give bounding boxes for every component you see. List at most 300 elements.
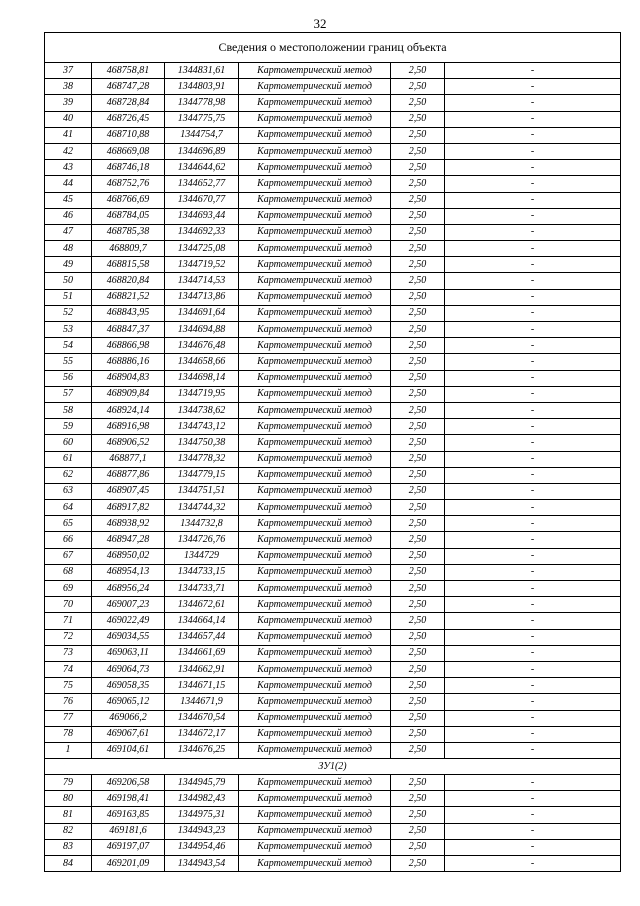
description-cell: -: [445, 516, 621, 532]
accuracy-cell: 2,50: [391, 694, 445, 710]
description-cell: -: [445, 79, 621, 95]
description-cell: -: [445, 63, 621, 79]
table-row: [45, 451, 621, 467]
point-number-cell: 47: [45, 224, 92, 240]
description-cell: -: [445, 435, 621, 451]
point-number-cell: 1: [45, 742, 92, 758]
coordinate-x-cell: 468728,84: [92, 95, 165, 111]
point-number-cell: 71: [45, 613, 92, 629]
table-row: [45, 176, 621, 192]
coordinate-x-cell: 468950,02: [92, 548, 165, 564]
coordinate-y-cell: 1344733,71: [165, 581, 239, 597]
method-cell: Картометрический метод: [239, 548, 391, 564]
method-cell: Картометрический метод: [239, 143, 391, 159]
accuracy-cell: 2,50: [391, 516, 445, 532]
method-cell: Картометрический метод: [239, 160, 391, 176]
accuracy-cell: 2,50: [391, 257, 445, 273]
point-number-cell: 48: [45, 241, 92, 257]
table-row: [45, 419, 621, 435]
coordinate-y-cell: 1344744,32: [165, 500, 239, 516]
accuracy-cell: 2,50: [391, 143, 445, 159]
point-number-cell: 77: [45, 710, 92, 726]
method-cell: Картометрический метод: [239, 257, 391, 273]
coordinate-x-cell: 469163,85: [92, 807, 165, 823]
description-cell: -: [445, 467, 621, 483]
point-number-cell: 56: [45, 370, 92, 386]
point-number-cell: 61: [45, 451, 92, 467]
coordinate-x-cell: 468784,05: [92, 208, 165, 224]
point-number-cell: 51: [45, 289, 92, 305]
table-row: [45, 581, 621, 597]
coordinate-y-cell: 1344729: [165, 548, 239, 564]
table-row: [45, 856, 621, 872]
coordinate-x-cell: 469007,23: [92, 597, 165, 613]
method-cell: Картометрический метод: [239, 224, 391, 240]
description-cell: -: [445, 386, 621, 402]
coordinate-y-cell: 1344733,15: [165, 564, 239, 580]
method-cell: Картометрический метод: [239, 467, 391, 483]
coordinate-y-cell: 1344670,54: [165, 710, 239, 726]
coordinate-x-cell: 469206,58: [92, 775, 165, 791]
description-cell: -: [445, 548, 621, 564]
method-cell: Картометрический метод: [239, 386, 391, 402]
point-number-cell: 50: [45, 273, 92, 289]
method-cell: Картометрический метод: [239, 208, 391, 224]
coordinate-y-cell: 1344778,32: [165, 451, 239, 467]
table-row: [45, 402, 621, 418]
table-row: [45, 127, 621, 143]
method-cell: Картометрический метод: [239, 856, 391, 872]
accuracy-cell: 2,50: [391, 807, 445, 823]
method-cell: Картометрический метод: [239, 419, 391, 435]
description-cell: -: [445, 354, 621, 370]
description-cell: -: [445, 111, 621, 127]
coordinate-y-cell: 1344754,7: [165, 127, 239, 143]
point-number-cell: 49: [45, 257, 92, 273]
method-cell: Картометрический метод: [239, 500, 391, 516]
method-cell: Картометрический метод: [239, 726, 391, 742]
method-cell: Картометрический метод: [239, 532, 391, 548]
accuracy-cell: 2,50: [391, 823, 445, 839]
point-number-cell: 68: [45, 564, 92, 580]
point-number-cell: 38: [45, 79, 92, 95]
table-row: [45, 597, 621, 613]
coordinate-x-cell: 469063,11: [92, 645, 165, 661]
accuracy-cell: 2,50: [391, 467, 445, 483]
coordinate-x-cell: 469104,61: [92, 742, 165, 758]
method-cell: Картометрический метод: [239, 451, 391, 467]
coordinate-y-cell: 1344652,77: [165, 176, 239, 192]
coordinate-x-cell: 468809,7: [92, 241, 165, 257]
coordinate-x-cell: 468904,83: [92, 370, 165, 386]
point-number-cell: 43: [45, 160, 92, 176]
description-cell: -: [445, 856, 621, 872]
table-row: [45, 95, 621, 111]
description-cell: -: [445, 419, 621, 435]
description-cell: -: [445, 338, 621, 354]
accuracy-cell: 2,50: [391, 127, 445, 143]
method-cell: Картометрический метод: [239, 111, 391, 127]
coordinate-y-cell: 1344751,51: [165, 483, 239, 499]
coordinate-x-cell: 469067,61: [92, 726, 165, 742]
coordinate-y-cell: 1344698,14: [165, 370, 239, 386]
description-cell: -: [445, 791, 621, 807]
method-cell: Картометрический метод: [239, 354, 391, 370]
description-cell: -: [445, 143, 621, 159]
coordinate-x-cell: 469197,07: [92, 839, 165, 855]
method-cell: Картометрический метод: [239, 273, 391, 289]
method-cell: Картометрический метод: [239, 338, 391, 354]
coordinate-x-cell: 468924,14: [92, 402, 165, 418]
accuracy-cell: 2,50: [391, 564, 445, 580]
description-cell: -: [445, 305, 621, 321]
description-cell: -: [445, 176, 621, 192]
method-cell: Картометрический метод: [239, 322, 391, 338]
coordinate-y-cell: 1344778,98: [165, 95, 239, 111]
table-row: [45, 338, 621, 354]
coordinate-x-cell: 468938,92: [92, 516, 165, 532]
coordinate-x-cell: 468726,45: [92, 111, 165, 127]
point-number-cell: 40: [45, 111, 92, 127]
point-number-cell: 74: [45, 661, 92, 677]
coordinate-y-cell: 1344803,91: [165, 79, 239, 95]
method-cell: Картометрический метод: [239, 629, 391, 645]
point-number-cell: 46: [45, 208, 92, 224]
coordinate-x-cell: 468815,58: [92, 257, 165, 273]
accuracy-cell: 2,50: [391, 63, 445, 79]
accuracy-cell: 2,50: [391, 289, 445, 305]
table-row: [45, 629, 621, 645]
table-body: [45, 33, 621, 872]
table-row: [45, 305, 621, 321]
description-cell: -: [445, 726, 621, 742]
method-cell: Картометрический метод: [239, 483, 391, 499]
coordinate-y-cell: 1344672,61: [165, 597, 239, 613]
coordinate-x-cell: 469201,09: [92, 856, 165, 872]
coordinate-y-cell: 1344831,61: [165, 63, 239, 79]
table-row: [45, 694, 621, 710]
coordinate-y-cell: 1344954,46: [165, 839, 239, 855]
table-row: [45, 678, 621, 694]
accuracy-cell: 2,50: [391, 338, 445, 354]
point-number-cell: 82: [45, 823, 92, 839]
description-cell: -: [445, 564, 621, 580]
accuracy-cell: 2,50: [391, 419, 445, 435]
table-row: [45, 273, 621, 289]
description-cell: -: [445, 613, 621, 629]
description-cell: -: [445, 678, 621, 694]
accuracy-cell: 2,50: [391, 726, 445, 742]
point-number-cell: 66: [45, 532, 92, 548]
coordinate-x-cell: 469022,49: [92, 613, 165, 629]
description-cell: -: [445, 257, 621, 273]
coordinate-y-cell: 1344750,38: [165, 435, 239, 451]
coordinate-x-cell: 469181,6: [92, 823, 165, 839]
description-cell: -: [445, 451, 621, 467]
coordinate-y-cell: 1344692,33: [165, 224, 239, 240]
method-cell: Картометрический метод: [239, 775, 391, 791]
coordinate-y-cell: 1344779,15: [165, 467, 239, 483]
coordinate-x-cell: 468909,84: [92, 386, 165, 402]
accuracy-cell: 2,50: [391, 791, 445, 807]
description-cell: -: [445, 775, 621, 791]
coordinate-y-cell: 1344664,14: [165, 613, 239, 629]
accuracy-cell: 2,50: [391, 839, 445, 855]
point-number-cell: 45: [45, 192, 92, 208]
method-cell: Картометрический метод: [239, 402, 391, 418]
description-cell: -: [445, 289, 621, 305]
coordinate-x-cell: 468821,52: [92, 289, 165, 305]
coordinate-y-cell: 1344726,76: [165, 532, 239, 548]
method-cell: Картометрический метод: [239, 791, 391, 807]
point-number-cell: 39: [45, 95, 92, 111]
table-row: [45, 661, 621, 677]
description-cell: -: [445, 597, 621, 613]
method-cell: Картометрический метод: [239, 694, 391, 710]
table-row: [45, 532, 621, 548]
table-row: [45, 564, 621, 580]
coordinate-y-cell: 1344693,44: [165, 208, 239, 224]
point-number-cell: 52: [45, 305, 92, 321]
coordinate-y-cell: 1344676,25: [165, 742, 239, 758]
coordinate-y-cell: 1344945,79: [165, 775, 239, 791]
table-row: [45, 63, 621, 79]
coordinate-y-cell: 1344719,95: [165, 386, 239, 402]
accuracy-cell: 2,50: [391, 386, 445, 402]
table-row: [45, 483, 621, 499]
table-row: [45, 224, 621, 240]
method-cell: Картометрический метод: [239, 63, 391, 79]
coordinate-x-cell: 469198,41: [92, 791, 165, 807]
point-number-cell: 76: [45, 694, 92, 710]
coordinate-x-cell: 468820,84: [92, 273, 165, 289]
table-row: [45, 111, 621, 127]
accuracy-cell: 2,50: [391, 661, 445, 677]
coordinate-y-cell: 1344738,62: [165, 402, 239, 418]
coordinate-y-cell: 1344982,43: [165, 791, 239, 807]
coordinate-y-cell: 1344672,17: [165, 726, 239, 742]
description-cell: -: [445, 322, 621, 338]
table-row: [45, 839, 621, 855]
point-number-cell: 64: [45, 500, 92, 516]
table-row: [45, 516, 621, 532]
point-number-cell: 54: [45, 338, 92, 354]
method-cell: Картометрический метод: [239, 807, 391, 823]
table-row: [45, 192, 621, 208]
point-number-cell: 79: [45, 775, 92, 791]
coordinate-x-cell: 468669,08: [92, 143, 165, 159]
coordinate-x-cell: 468917,82: [92, 500, 165, 516]
accuracy-cell: 2,50: [391, 500, 445, 516]
coordinate-y-cell: 1344657,44: [165, 629, 239, 645]
boundary-coordinates-table: [44, 32, 621, 872]
description-cell: -: [445, 645, 621, 661]
point-number-cell: 60: [45, 435, 92, 451]
table-row: [45, 467, 621, 483]
accuracy-cell: 2,50: [391, 613, 445, 629]
description-cell: -: [445, 661, 621, 677]
table-row: [45, 548, 621, 564]
table-row: [45, 208, 621, 224]
coordinate-y-cell: 1344676,48: [165, 338, 239, 354]
description-cell: -: [445, 241, 621, 257]
accuracy-cell: 2,50: [391, 548, 445, 564]
coordinate-y-cell: 1344732,8: [165, 516, 239, 532]
coordinate-x-cell: 468843,95: [92, 305, 165, 321]
coordinate-y-cell: 1344713,86: [165, 289, 239, 305]
method-cell: Картометрический метод: [239, 597, 391, 613]
point-number-cell: 84: [45, 856, 92, 872]
method-cell: Картометрический метод: [239, 241, 391, 257]
coordinate-y-cell: 1344975,31: [165, 807, 239, 823]
method-cell: Картометрический метод: [239, 176, 391, 192]
table-row: [45, 160, 621, 176]
method-cell: Картометрический метод: [239, 564, 391, 580]
table-row: [45, 79, 621, 95]
accuracy-cell: 2,50: [391, 192, 445, 208]
method-cell: Картометрический метод: [239, 839, 391, 855]
description-cell: -: [445, 532, 621, 548]
table-row: [45, 257, 621, 273]
description-cell: -: [445, 742, 621, 758]
accuracy-cell: 2,50: [391, 435, 445, 451]
coordinate-x-cell: 469064,73: [92, 661, 165, 677]
table-row: [45, 500, 621, 516]
point-number-cell: 63: [45, 483, 92, 499]
method-cell: Картометрический метод: [239, 192, 391, 208]
accuracy-cell: 2,50: [391, 710, 445, 726]
coordinate-x-cell: 469058,35: [92, 678, 165, 694]
accuracy-cell: 2,50: [391, 742, 445, 758]
coordinate-y-cell: 1344775,75: [165, 111, 239, 127]
coordinate-y-cell: 1344743,12: [165, 419, 239, 435]
accuracy-cell: 2,50: [391, 402, 445, 418]
coordinate-y-cell: 1344943,54: [165, 856, 239, 872]
accuracy-cell: 2,50: [391, 775, 445, 791]
point-number-cell: 37: [45, 63, 92, 79]
method-cell: Картометрический метод: [239, 742, 391, 758]
point-number-cell: 81: [45, 807, 92, 823]
method-cell: Картометрический метод: [239, 435, 391, 451]
coordinate-y-cell: 1344714,53: [165, 273, 239, 289]
coordinate-y-cell: 1344662,91: [165, 661, 239, 677]
method-cell: Картометрический метод: [239, 710, 391, 726]
coordinate-x-cell: 468746,18: [92, 160, 165, 176]
table-row: [45, 742, 621, 758]
description-cell: -: [445, 694, 621, 710]
coordinate-x-cell: 468877,1: [92, 451, 165, 467]
table-row: [45, 710, 621, 726]
description-cell: -: [445, 160, 621, 176]
description-cell: -: [445, 483, 621, 499]
description-cell: -: [445, 629, 621, 645]
page-number: 32: [313, 16, 327, 31]
accuracy-cell: 2,50: [391, 532, 445, 548]
description-cell: -: [445, 500, 621, 516]
coordinate-x-cell: 468886,16: [92, 354, 165, 370]
point-number-cell: 73: [45, 645, 92, 661]
description-cell: -: [445, 807, 621, 823]
coordinate-x-cell: 468956,24: [92, 581, 165, 597]
description-cell: -: [445, 208, 621, 224]
point-number-cell: 72: [45, 629, 92, 645]
section-row: [45, 759, 621, 775]
accuracy-cell: 2,50: [391, 241, 445, 257]
coordinate-x-cell: 468752,76: [92, 176, 165, 192]
point-number-cell: 65: [45, 516, 92, 532]
accuracy-cell: 2,50: [391, 370, 445, 386]
coordinate-y-cell: 1344725,08: [165, 241, 239, 257]
method-cell: Картометрический метод: [239, 823, 391, 839]
table-row: [45, 143, 621, 159]
point-number-cell: 67: [45, 548, 92, 564]
point-number-cell: 59: [45, 419, 92, 435]
point-number-cell: 58: [45, 402, 92, 418]
point-number-cell: 80: [45, 791, 92, 807]
description-cell: -: [445, 370, 621, 386]
method-cell: Картометрический метод: [239, 661, 391, 677]
coordinate-x-cell: 468866,98: [92, 338, 165, 354]
coordinate-x-cell: 468710,88: [92, 127, 165, 143]
coordinate-x-cell: 468877,86: [92, 467, 165, 483]
table-row: [45, 613, 621, 629]
method-cell: Картометрический метод: [239, 678, 391, 694]
description-cell: -: [445, 273, 621, 289]
method-cell: Картометрический метод: [239, 581, 391, 597]
coordinate-y-cell: 1344943,23: [165, 823, 239, 839]
method-cell: Картометрический метод: [239, 289, 391, 305]
point-number-cell: 53: [45, 322, 92, 338]
coordinate-x-cell: 469034,55: [92, 629, 165, 645]
coordinate-x-cell: 468766,69: [92, 192, 165, 208]
table-row: [45, 645, 621, 661]
method-cell: Картометрический метод: [239, 613, 391, 629]
accuracy-cell: 2,50: [391, 79, 445, 95]
method-cell: Картометрический метод: [239, 127, 391, 143]
accuracy-cell: 2,50: [391, 160, 445, 176]
accuracy-cell: 2,50: [391, 678, 445, 694]
coordinate-y-cell: 1344719,52: [165, 257, 239, 273]
accuracy-cell: 2,50: [391, 645, 445, 661]
method-cell: Картометрический метод: [239, 79, 391, 95]
accuracy-cell: 2,50: [391, 483, 445, 499]
accuracy-cell: 2,50: [391, 95, 445, 111]
accuracy-cell: 2,50: [391, 856, 445, 872]
point-number-cell: 75: [45, 678, 92, 694]
method-cell: Картометрический метод: [239, 95, 391, 111]
coordinate-x-cell: 468954,13: [92, 564, 165, 580]
table-row: [45, 807, 621, 823]
table-row: [45, 386, 621, 402]
description-cell: -: [445, 192, 621, 208]
accuracy-cell: 2,50: [391, 581, 445, 597]
coordinate-y-cell: 1344696,89: [165, 143, 239, 159]
coordinate-x-cell: 468907,45: [92, 483, 165, 499]
table-row: [45, 241, 621, 257]
description-cell: -: [445, 224, 621, 240]
method-cell: Картометрический метод: [239, 516, 391, 532]
coordinate-y-cell: 1344694,88: [165, 322, 239, 338]
coordinate-x-cell: 468758,81: [92, 63, 165, 79]
accuracy-cell: 2,50: [391, 208, 445, 224]
section-label: ЗУ1(2): [45, 759, 621, 775]
accuracy-cell: 2,50: [391, 273, 445, 289]
accuracy-cell: 2,50: [391, 629, 445, 645]
table-title-row: [45, 33, 621, 63]
accuracy-cell: 2,50: [391, 597, 445, 613]
description-cell: -: [445, 402, 621, 418]
coordinate-y-cell: 1344671,9: [165, 694, 239, 710]
